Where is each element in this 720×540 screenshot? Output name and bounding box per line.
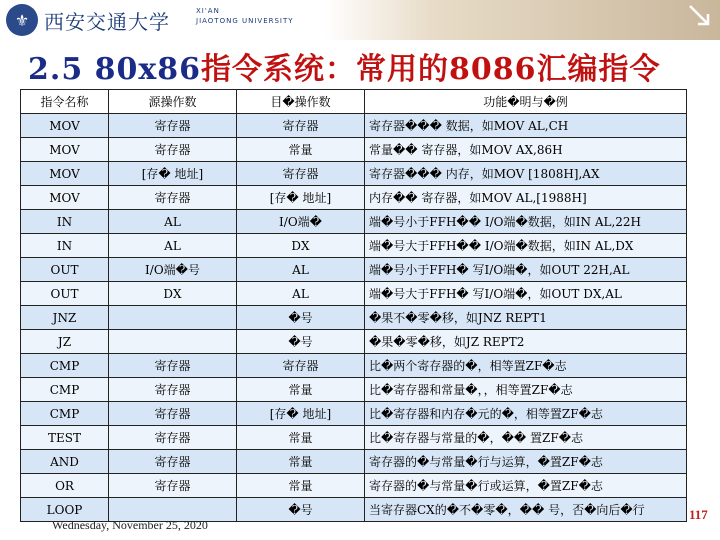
- page-title: [28, 44, 661, 88]
- cell-instruction: MOV: [21, 114, 109, 138]
- cell-dest: [存� 地址]: [237, 402, 365, 426]
- header-dest-operand: 目�操作数: [237, 90, 365, 114]
- cell-source: AL: [109, 210, 237, 234]
- instruction-table: [20, 89, 687, 522]
- cell-source: DX: [109, 282, 237, 306]
- cell-instruction: MOV: [21, 138, 109, 162]
- table-row: [21, 114, 687, 138]
- cell-instruction: MOV: [21, 162, 109, 186]
- cell-description: 端�号小于FFH� 写I/O端�，如OUT 22H,AL: [365, 258, 687, 282]
- cell-description: 寄存器��� 内存，如MOV [1808H],AX: [365, 162, 687, 186]
- table-row: [21, 282, 687, 306]
- cell-description: 端�号小于FFH�� I/O端�数据，如IN AL,22H: [365, 210, 687, 234]
- cell-dest: 常量: [237, 426, 365, 450]
- cell-dest: I/O端�: [237, 210, 365, 234]
- table-row: [21, 258, 687, 282]
- table-row: [21, 162, 687, 186]
- table-row: [21, 402, 687, 426]
- header-source-operand: 源操作数: [109, 90, 237, 114]
- university-name-en-line1: XI'AN: [196, 7, 220, 15]
- cell-source: 寄存器: [109, 354, 237, 378]
- cell-instruction: AND: [21, 450, 109, 474]
- cell-source: 寄存器: [109, 426, 237, 450]
- university-name-cn: 西安交通大学: [44, 10, 170, 34]
- cell-source: [存� 地址]: [109, 162, 237, 186]
- cell-instruction: OR: [21, 474, 109, 498]
- cell-instruction: JNZ: [21, 306, 109, 330]
- cell-description: �果不�零�移，如JNZ REPT1: [365, 306, 687, 330]
- cell-instruction: OUT: [21, 258, 109, 282]
- cell-source: [109, 330, 237, 354]
- page-number: 117: [689, 507, 708, 522]
- cell-dest: �号: [237, 498, 365, 522]
- table-body: [21, 114, 687, 522]
- cell-instruction: MOV: [21, 186, 109, 210]
- cell-dest: 寄存器: [237, 354, 365, 378]
- cell-instruction: JZ: [21, 330, 109, 354]
- table-row: [21, 306, 687, 330]
- table-row: [21, 330, 687, 354]
- cell-description: 端�号大于FFH�� I/O端�数据，如IN AL,DX: [365, 234, 687, 258]
- table-row: [21, 378, 687, 402]
- cell-instruction: IN: [21, 234, 109, 258]
- cell-source: I/O端�号: [109, 258, 237, 282]
- cell-description: 寄存器的�与常量�行或运算，�置ZF�志: [365, 474, 687, 498]
- cell-dest: [存� 地址]: [237, 186, 365, 210]
- cell-source: 寄存器: [109, 402, 237, 426]
- table-row: [21, 234, 687, 258]
- cell-description: 常量�� 寄存器，如MOV AX,86H: [365, 138, 687, 162]
- cell-description: 比�寄存器与常量的�，�� 置ZF�志: [365, 426, 687, 450]
- table-row: [21, 474, 687, 498]
- cell-source: 寄存器: [109, 450, 237, 474]
- cell-description: 寄存器��� 数据，如MOV AL,CH: [365, 114, 687, 138]
- cell-source: 寄存器: [109, 474, 237, 498]
- table-row: [21, 426, 687, 450]
- cell-dest: AL: [237, 258, 365, 282]
- cell-dest: AL: [237, 282, 365, 306]
- cell-description: 端�号大于FFH� 写I/O端�，如OUT DX,AL: [365, 282, 687, 306]
- university-emblem-icon: ⚜: [6, 4, 38, 36]
- diagonal-arrow-icon: [686, 2, 714, 30]
- cell-description: �果�零�移，如JZ REPT2: [365, 330, 687, 354]
- page-title-text: 指令系统：常用的8086汇编指令: [201, 52, 661, 87]
- university-name-en-line2: JIAOTONG UNIVERSITY: [196, 17, 294, 25]
- cell-dest: 常量: [237, 474, 365, 498]
- cell-source: 寄存器: [109, 114, 237, 138]
- header-bar: [0, 0, 720, 40]
- cell-dest: 寄存器: [237, 114, 365, 138]
- header-description: 功能�明与�例: [365, 90, 687, 114]
- cell-source: 寄存器: [109, 378, 237, 402]
- cell-instruction: OUT: [21, 282, 109, 306]
- cell-dest: �号: [237, 306, 365, 330]
- header-instruction-name: 指令名称: [21, 90, 109, 114]
- cell-source: 寄存器: [109, 138, 237, 162]
- cell-instruction: CMP: [21, 378, 109, 402]
- page-title-number: 2.5 80x86: [28, 52, 202, 87]
- table-header-row: [21, 90, 687, 114]
- cell-source: AL: [109, 234, 237, 258]
- cell-source: 寄存器: [109, 186, 237, 210]
- table-row: [21, 186, 687, 210]
- university-name-en: [196, 6, 294, 26]
- cell-instruction: IN: [21, 210, 109, 234]
- cell-description: 内存�� 寄存器，如MOV AL,[1988H]: [365, 186, 687, 210]
- cell-dest: 常量: [237, 378, 365, 402]
- cell-instruction: CMP: [21, 354, 109, 378]
- table-row: [21, 210, 687, 234]
- cell-instruction: TEST: [21, 426, 109, 450]
- cell-instruction: CMP: [21, 402, 109, 426]
- cell-instruction: LOOP: [21, 498, 109, 522]
- cell-source: [109, 306, 237, 330]
- cell-dest: DX: [237, 234, 365, 258]
- cell-dest: 常量: [237, 138, 365, 162]
- cell-description: 寄存器的�与常量�行与运算，�置ZF�志: [365, 450, 687, 474]
- table-row: [21, 138, 687, 162]
- footer-date: Wednesday, November 25, 2020: [52, 518, 208, 532]
- cell-dest: 常量: [237, 450, 365, 474]
- cell-description: 比�寄存器和内存�元的�，相等置ZF�志: [365, 402, 687, 426]
- table-row: [21, 450, 687, 474]
- cell-description: 比�寄存器和常量�，，相等置ZF�志: [365, 378, 687, 402]
- cell-description: 当寄存器CX的�不�零�，�� 号，否�向后�行: [365, 498, 687, 522]
- cell-description: 比�两个寄存器的�，相等置ZF�志: [365, 354, 687, 378]
- table-row: [21, 354, 687, 378]
- cell-dest: �号: [237, 330, 365, 354]
- cell-dest: 寄存器: [237, 162, 365, 186]
